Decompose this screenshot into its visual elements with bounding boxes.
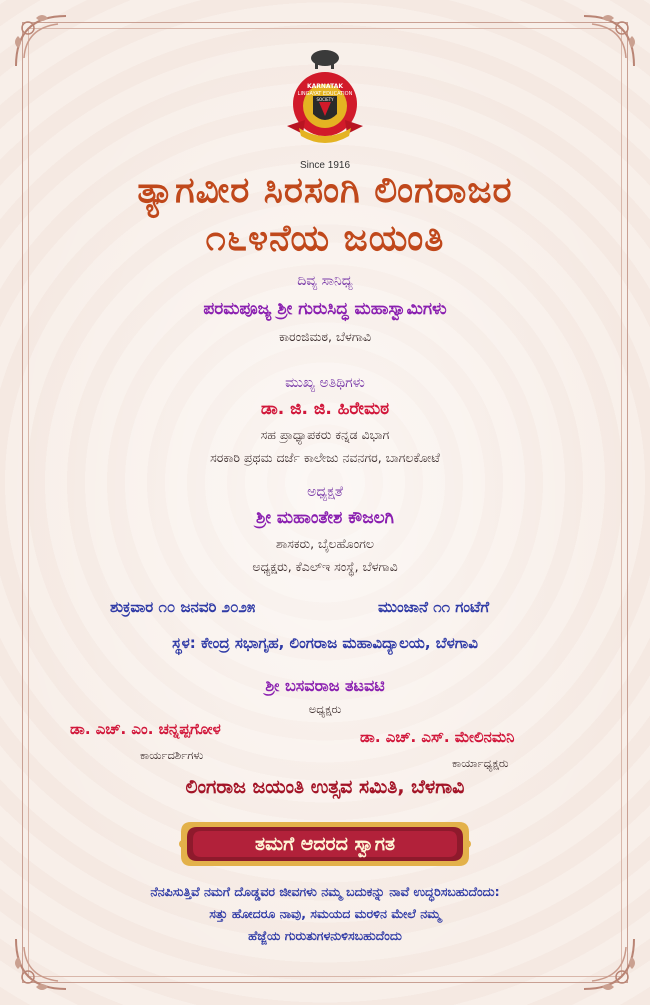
title-line-1: ತ್ಯಾಗವೀರ ಸಿರಸಂಗಿ ಲಿಂಗರಾಜರ <box>137 170 513 211</box>
president-heading: ಅಧ್ಯಕ್ಷತೆ <box>307 484 343 500</box>
event-date: ಶುಕ್ರವಾರ ೧೦ ಜನವರಿ ೨೦೨೫ <box>110 598 256 616</box>
exec-role: ಕಾರ್ಯಾಧ್ಯಕ್ಷರು <box>452 756 509 770</box>
presence-place: ಕಾರಂಜಿಮಠ, ಬೆಳಗಾವಿ <box>278 329 372 344</box>
secretary-name: ಡಾ. ಎಚ್. ಎಂ. ಚನ್ನಪ್ಪಗೋಳ <box>70 720 221 738</box>
chief-guest-line1: ಸಹ ಪ್ರಾಧ್ಯಾಪಕರು ಕನ್ನಡ ವಿಭಾಗ <box>260 427 390 442</box>
event-time: ಮುಂಜಾನೆ ೧೧ ಗಂಟೆಗೆ <box>378 598 490 616</box>
presence-heading: ದಿವ್ಯ ಸಾನಿಧ್ಯ <box>297 273 353 289</box>
footer-line-2: ಸತ್ತು ಹೋದರೂ ನಾವು, ಸಮಯದ ಮರಳಿನ ಮೇಲೆ ನಮ್ಮ <box>209 906 441 921</box>
logo-text-top: KARNATAK <box>306 83 344 90</box>
welcome-banner <box>177 818 473 870</box>
chief-guest-name: ಡಾ. ಜಿ. ಜಿ. ಹಿರೇಮಠ <box>260 399 390 419</box>
committee-chair-name: ಶ್ರೀ ಬಸವರಾಜ ತಟವಟಿ <box>265 676 385 695</box>
committee-org: ಲಿಂಗರಾಜ ಜಯಂತಿ ಉತ್ಸವ ಸಮಿತಿ, ಬೆಳಗಾವಿ <box>185 776 465 798</box>
footer-line-3: ಹೆಜ್ಜೆಯ ಗುರುತುಗಳನುಳಿಸಬಹುದೆಂದು <box>248 928 402 943</box>
president-name: ಶ್ರೀ ಮಹಾಂತೇಶ ಕೌಜಲಗಿ <box>256 508 394 528</box>
president-line1: ಶಾಸಕರು, ಬೈಲಹೊಂಗಲ <box>275 536 375 551</box>
since-label: Since 1916 <box>299 160 351 171</box>
presence-name: ಪರಮಪೂಜ್ಯ ಶ್ರೀ ಗುರುಸಿದ್ಧ ಮಹಾಸ್ವಾಮಿಗಳು <box>203 299 447 319</box>
secretary-role: ಕಾರ್ಯದರ್ಶಿಗಳು <box>140 748 204 762</box>
exec-name: ಡಾ. ಎಚ್. ಎಸ್. ಮೇಲಿನಮನಿ <box>360 728 515 746</box>
corner-ornament-icon <box>574 6 644 76</box>
committee-chair-role: ಅಧ್ಯಕ್ಷರು <box>308 702 342 716</box>
logo-text-bottom: SOCIETY <box>316 97 334 102</box>
welcome-text: ತಮಗೆ ಆದರದ ಸ್ವಾಗತ <box>254 833 396 855</box>
footer-line-1: ನೆನಪಿಸುತ್ತಿವೆ ನಮಗೆ ದೊಡ್ಡವರ ಜೀವಗಳು ನಮ್ಮ ಬದುಕನ್ನು ನಾವೆ ಉದ್ಧರಿಸಬಹುದೆಂದು: <box>150 884 500 899</box>
corner-ornament-icon <box>6 6 76 76</box>
title-line-2: ೧೬೪ನೆಯ ಜಯಂತಿ <box>205 218 445 259</box>
logo-text-mid: LINGAYAT EDUCATION <box>297 91 353 97</box>
kle-emblem-icon <box>275 44 375 154</box>
event-venue: ಸ್ಥಳ: ಕೇಂದ್ರ ಸಭಾಗೃಹ, ಲಿಂಗರಾಜ ಮಹಾವಿದ್ಯಾಲಯ, ಬೆಳಗಾವಿ <box>172 634 478 652</box>
president-line2: ಅಧ್ಯಕ್ಷರು, ಕೆಎಲ್‌ಇ ಸಂಸ್ಥೆ, ಬೆಳಗಾವಿ <box>252 559 398 574</box>
society-logo <box>270 44 380 171</box>
chief-guest-line2: ಸರಕಾರಿ ಪ್ರಥಮ ದರ್ಜೆ ಕಾಲೇಜು ನವನಗರ, ಬಾಗಲಕೋಟೆ <box>210 450 440 465</box>
chief-guest-heading: ಮುಖ್ಯ ಅತಿಥಿಗಳು <box>285 375 365 391</box>
